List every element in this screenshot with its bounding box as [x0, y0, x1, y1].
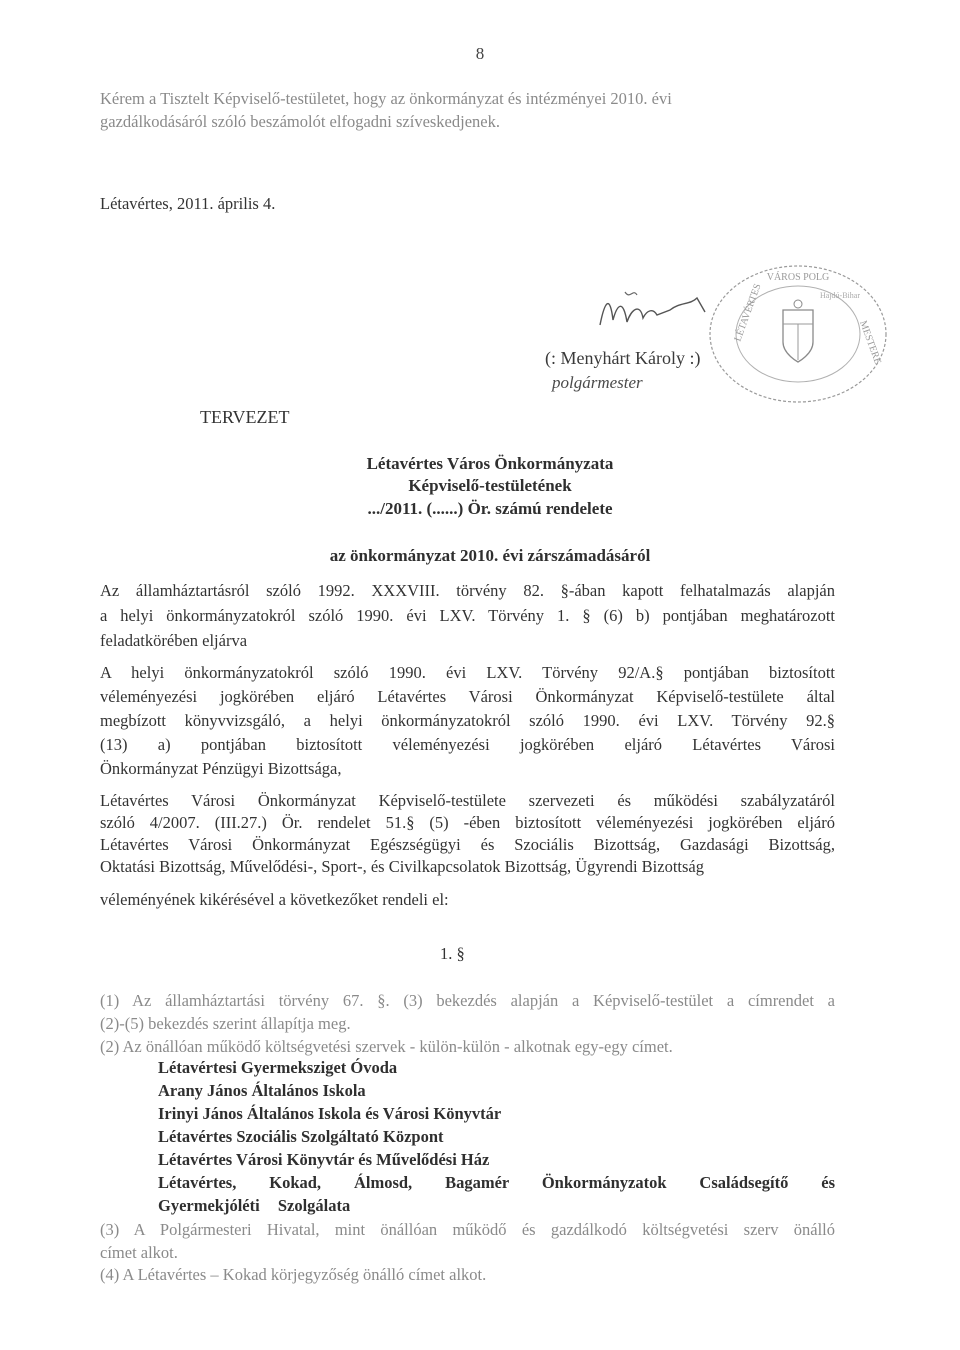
title-line-3: .../2011. (......) Ör. számú rendelete [367, 499, 613, 518]
preamble-p2-line-1: A helyi önkormányzatokról szóló 1990. évi LXV. Törvény 92/A.§ pontjában biztosított [100, 663, 835, 682]
signatory-name: (: Menyhárt Károly :) [545, 348, 701, 368]
signatory-role: polgármester [552, 373, 643, 392]
date-line: Létavértes, 2011. április 4. [100, 194, 276, 213]
preamble-p4-line-1: véleményének kikérésével a következőket rendeli el: [100, 890, 449, 909]
preamble-p1-line-2: a helyi önkormányzatokról szóló 1990. évi LXV. Törvény 1. § (6) b) pontjában meghatározott [100, 606, 835, 625]
preamble-p2-line-2: véleményezési jogkörében eljáró Létavértes Városi Önkormányzat Képviselő-testülete által [100, 687, 835, 706]
preamble-p3-line-1: Létavértes Városi Önkormányzat Képviselő-testülete szervezeti és működési szabályzatáról [100, 791, 835, 810]
preamble-p1-line-3: feladatkörében eljárva [100, 631, 248, 650]
preamble-p1-line-1: Az államháztartásról szóló 1992. XXXVIII. törvény 82. §-ában kapott felhatalmazás alapján [100, 581, 835, 600]
draft-label: TERVEZET [200, 407, 290, 427]
institution-item: Arany János Általános Iskola [158, 1081, 366, 1100]
section-3-line-1: (3) A Polgármesteri Hivatal, mint önállóan működő és gazdálkodó költségvetési szerv önálló [100, 1220, 835, 1239]
preamble-p2-line-4: (13) a) pontjában biztosított véleményezési jogkörében eljáró Létavértes Városi [100, 735, 835, 754]
preamble-p3-line-2: szóló 4/2007. (III.27.) Ör. rendelet 51.§ (5) -ében biztosított véleményezési jogkörében eljáró [100, 813, 835, 832]
section-4-line-1: (4) A Létavértes – Kokad körjegyzőség önálló címet alkot. [100, 1265, 487, 1284]
title-line-2: Képviselő-testületének [408, 476, 572, 495]
svg-text:LÉTAVÉRTES: LÉTAVÉRTES [732, 282, 764, 344]
section-1-line-2: (2)-(5) bekezdés szerint állapítja meg. [100, 1014, 351, 1033]
intro-line-2: gazdálkodásáról szóló beszámolót elfogadni szíveskedjenek. [100, 112, 500, 131]
section-3-line-2: címet alkot. [100, 1243, 178, 1262]
section-1-line-1: (1) Az államháztartási törvény 67. §. (3) bekezdés alapján a Képviselő-testület a címrendet a [100, 991, 835, 1010]
title-line-4: az önkormányzat 2010. évi zárszámadásáról [329, 546, 651, 565]
institution-item: Létavértes Városi Könyvtár és Művelődési Ház [158, 1150, 490, 1169]
institution-item: Létavértes Szociális Szolgáltató Központ [158, 1127, 444, 1146]
svg-text:VÁROS POLG: VÁROS POLG [766, 272, 830, 283]
institution-item: Irinyi János Általános Iskola és Városi Könyvtár [158, 1104, 502, 1123]
preamble-p2-line-3: megbízott könyvvizsgáló, a helyi önkormányzatokról szóló 1990. évi LXV. Törvény 92.§ [100, 711, 835, 730]
institution-item: Létavértes, Kokad, Álmosd, Bagamér Önkormányzatok Családsegítő és [158, 1173, 835, 1192]
intro-line-1: Kérem a Tisztelt Képviselő-testületet, hogy az önkormányzat és intézményei 2010. évi [100, 89, 672, 108]
official-stamp-icon [700, 262, 895, 412]
preamble-p3-line-3: Létavértes Városi Önkormányzat Egészségügyi és Szociális Bizottság, Gazdasági Bizottság, [100, 835, 835, 854]
section-2-line-1: (2) Az önállóan működő költségvetési szervek - külön-külön - alkotnak egy-egy címet. [100, 1037, 673, 1056]
title-line-1: Létavértes Város Önkormányzata [366, 454, 614, 473]
preamble-p3-line-4: Oktatási Bizottság, Művelődési-, Sport-, és Civilkapcsolatok Bizottság, Ügyrendi Bizottság [100, 857, 704, 876]
preamble-p2-line-5: Önkormányzat Pénzügyi Bizottsága, [100, 759, 342, 778]
institution-item: Létavértesi Gyermeksziget Óvoda [158, 1058, 398, 1077]
section-heading: 1. § [440, 944, 465, 963]
page-number: 8 [475, 44, 485, 63]
svg-text:MESTERE: MESTERE [857, 319, 884, 366]
svg-text:Hajdú-Bihar: Hajdú-Bihar [820, 291, 860, 300]
institution-item-continued: Gyermekjóléti Szolgálata [158, 1196, 351, 1215]
